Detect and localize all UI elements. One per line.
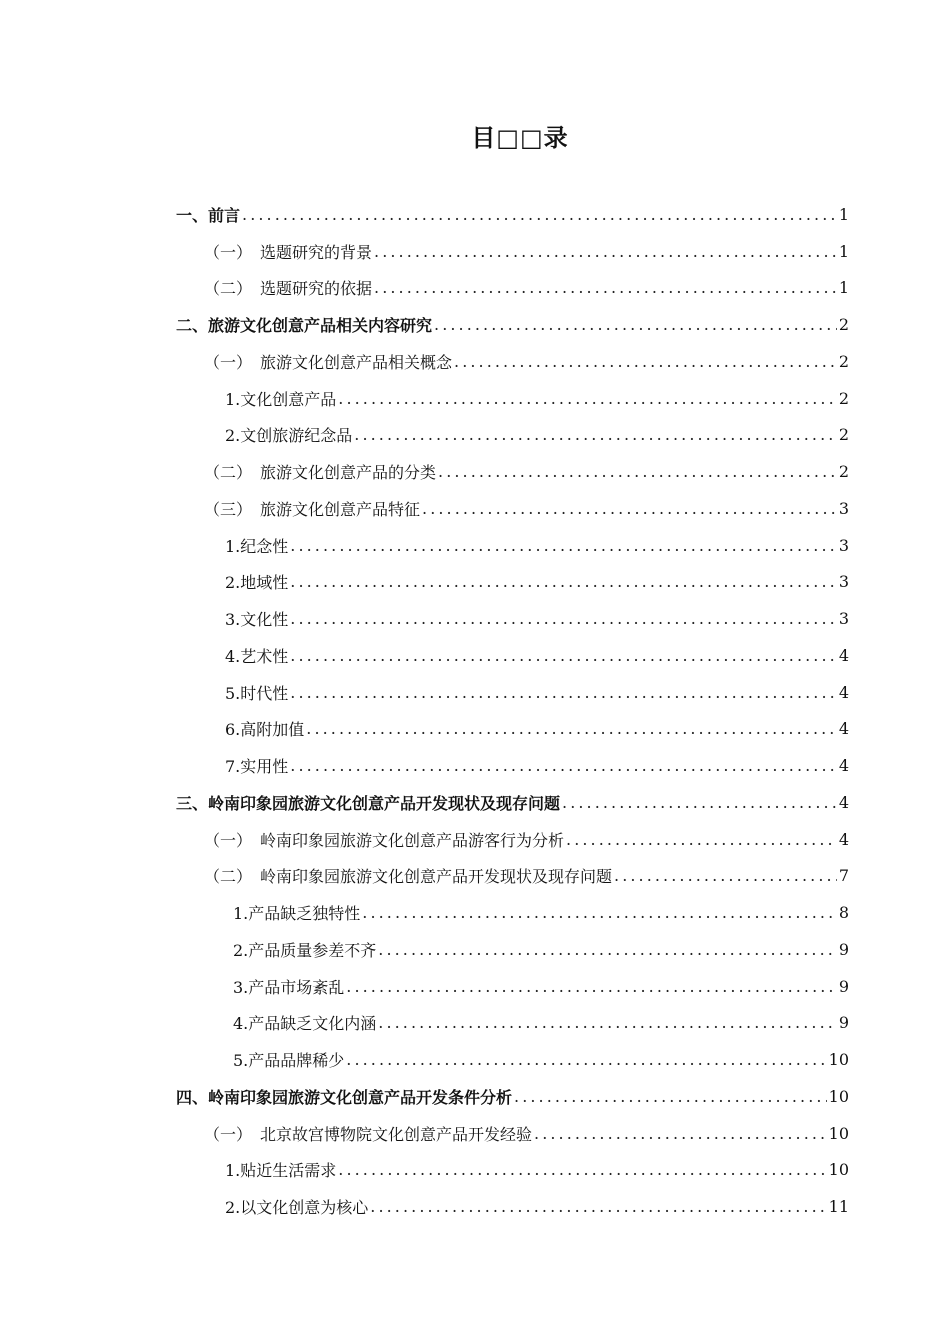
toc-entry-label: 2.产品质量参差不齐 (233, 940, 377, 960)
toc-page-number: 8 (838, 903, 849, 923)
toc-entry-number: （二） (204, 279, 253, 299)
toc-entry-text (225, 754, 288, 777)
dot-leader (614, 866, 837, 885)
toc-entry-label: 7.实用性 (225, 757, 289, 777)
toc-entry[interactable] (0, 1078, 950, 1115)
toc-page-number: 4 (838, 682, 849, 702)
toc-page-number: 1 (838, 241, 849, 261)
toc-entry-text (225, 534, 288, 557)
table-of-contents (0, 196, 950, 1225)
toc-entry-label: 一、前言 (176, 205, 241, 225)
toc-page-number: 9 (838, 939, 849, 959)
toc-entry-label: 2.文创旅游纪念品 (225, 426, 353, 446)
dot-leader (290, 683, 837, 702)
dot-leader (290, 536, 837, 555)
toc-entry-text (225, 570, 288, 593)
toc-page-number: 3 (838, 535, 849, 555)
toc-entry-label: 旅游文化创意产品的分类 (260, 463, 437, 483)
toc-entry-label: 三、岭南印象园旅游文化创意产品开发现状及现存问题 (176, 793, 561, 813)
toc-entry-text (225, 423, 352, 446)
toc-entry-text (204, 460, 436, 483)
toc-entry[interactable] (0, 306, 950, 343)
dot-leader (434, 315, 837, 334)
dot-leader (354, 425, 837, 444)
toc-page-number: 1 (838, 278, 849, 298)
toc-entry-label: 旅游文化创意产品相关概念 (260, 352, 453, 372)
toc-entry-text (225, 681, 288, 704)
toc-entry-label: 1.产品缺乏独特性 (233, 904, 361, 924)
toc-entry[interactable] (0, 527, 950, 564)
toc-entry-label: 3.产品市场紊乱 (233, 977, 345, 997)
dot-leader (338, 1160, 826, 1179)
toc-entry-text (233, 938, 376, 961)
dot-leader (290, 646, 837, 665)
toc-entry-text (225, 387, 336, 410)
toc-page-number: 10 (828, 1086, 849, 1106)
toc-entry-label: 3.文化性 (225, 610, 289, 630)
toc-entry-label: 5.时代性 (225, 683, 289, 703)
toc-entry[interactable] (0, 858, 950, 895)
toc-entry-number: （一） (204, 352, 253, 372)
toc-entry-text (225, 644, 288, 667)
toc-entry-text (233, 1048, 344, 1071)
toc-entry[interactable] (0, 637, 950, 674)
toc-entry-text (204, 828, 564, 851)
dot-leader (562, 793, 837, 812)
toc-entry[interactable] (0, 233, 950, 270)
toc-entry[interactable] (0, 931, 950, 968)
toc-entry-text (204, 240, 372, 263)
dot-leader (290, 609, 837, 628)
toc-page-number: 4 (838, 645, 849, 665)
toc-entry[interactable] (0, 1115, 950, 1152)
dot-leader (378, 940, 837, 959)
toc-page-number: 2 (838, 425, 849, 445)
toc-page-number: 4 (838, 792, 849, 812)
toc-entry-label: 北京故宫博物院文化创意产品开发经验 (260, 1124, 533, 1144)
toc-entry[interactable] (0, 600, 950, 637)
toc-entry-number: （二） (204, 867, 253, 887)
toc-entry-text (176, 791, 560, 814)
toc-page-number: 3 (838, 498, 849, 518)
toc-entry-label: 1.纪念性 (225, 536, 289, 556)
dot-leader (346, 977, 837, 996)
toc-entry-label: 选题研究的依据 (260, 279, 373, 299)
dot-leader (422, 499, 837, 518)
toc-entry-text (204, 864, 612, 887)
toc-entry[interactable] (0, 1152, 950, 1189)
toc-entry-label: 二、旅游文化创意产品相关内容研究 (176, 316, 433, 336)
toc-page-number: 2 (838, 388, 849, 408)
dot-leader (374, 242, 837, 261)
toc-entry-text (204, 1122, 532, 1145)
toc-page-number: 2 (838, 462, 849, 482)
toc-entry[interactable] (0, 343, 950, 380)
toc-page-number: 7 (838, 866, 849, 886)
toc-entry-label: 4.产品缺乏文化内涵 (233, 1014, 377, 1034)
toc-entry-label: 岭南印象园旅游文化创意产品游客行为分析 (260, 830, 565, 850)
toc-entry-number: （一） (204, 242, 253, 262)
toc-page-number: 10 (828, 1123, 849, 1143)
toc-entry-label: 旅游文化创意产品特征 (260, 499, 421, 519)
toc-entry-label: 1.贴近生活需求 (225, 1161, 337, 1181)
toc-entry-text (233, 901, 360, 924)
toc-page-number: 10 (828, 1050, 849, 1070)
toc-page-number: 11 (828, 1197, 849, 1217)
dot-leader (290, 756, 837, 775)
dot-leader (362, 903, 837, 922)
toc-entry[interactable] (0, 453, 950, 490)
toc-entry-number: （二） (204, 463, 253, 483)
toc-entry[interactable] (0, 417, 950, 454)
toc-page-number: 9 (838, 976, 849, 996)
toc-entry-label: 1.文化创意产品 (225, 389, 337, 409)
dot-leader (534, 1124, 827, 1143)
toc-page-number: 9 (838, 1013, 849, 1033)
dot-leader (306, 719, 837, 738)
toc-entry-label: 5.产品品牌稀少 (233, 1051, 345, 1071)
toc-entry[interactable] (0, 674, 950, 711)
toc-entry-label: 4.艺术性 (225, 646, 289, 666)
toc-page-number: 4 (838, 756, 849, 776)
toc-entry-text (225, 1158, 336, 1181)
dot-leader (378, 1013, 837, 1032)
toc-entry[interactable] (0, 968, 950, 1005)
toc-entry[interactable] (0, 380, 950, 417)
dot-leader (374, 278, 837, 297)
toc-entry[interactable] (0, 1041, 950, 1078)
toc-page-number: 4 (838, 829, 849, 849)
toc-entry[interactable] (0, 894, 950, 931)
toc-entry-label: 2.以文化创意为核心 (225, 1198, 369, 1218)
toc-page-number: 3 (838, 572, 849, 592)
toc-entry-label: 6.高附加值 (225, 720, 305, 740)
toc-entry-text (225, 607, 288, 630)
toc-title: 目□□录 (471, 124, 569, 152)
toc-entry[interactable] (0, 821, 950, 858)
toc-entry-text (176, 1085, 512, 1108)
toc-entry-text (225, 1195, 368, 1218)
toc-entry-label: 四、岭南印象园旅游文化创意产品开发条件分析 (176, 1087, 513, 1107)
toc-entry-text (204, 497, 420, 520)
toc-page-number: 2 (838, 315, 849, 335)
toc-entry[interactable] (0, 711, 950, 748)
dot-leader (370, 1197, 826, 1216)
toc-entry-number: （一） (204, 1124, 253, 1144)
dot-leader (290, 572, 837, 591)
toc-entry[interactable] (0, 270, 950, 307)
dot-leader (514, 1087, 827, 1106)
toc-entry-text (204, 276, 372, 299)
toc-entry-number: （三） (204, 499, 253, 519)
toc-entry[interactable] (0, 490, 950, 527)
toc-page-number: 3 (838, 609, 849, 629)
toc-entry-label: 岭南印象园旅游文化创意产品开发现状及现存问题 (260, 867, 613, 887)
toc-entry-text (233, 975, 344, 998)
dot-leader (454, 352, 837, 371)
toc-entry[interactable] (0, 784, 950, 821)
toc-entry-label: 2.地域性 (225, 573, 289, 593)
toc-page-number: 1 (838, 204, 849, 224)
toc-entry-label: 选题研究的背景 (260, 242, 373, 262)
toc-entry-text (225, 717, 304, 740)
toc-entry-text (204, 350, 452, 373)
toc-entry[interactable] (0, 564, 950, 601)
toc-page-number: 2 (838, 351, 849, 371)
toc-entry[interactable] (0, 196, 950, 233)
toc-page-number: 10 (828, 1160, 849, 1180)
dot-leader (242, 205, 837, 224)
toc-page-number: 4 (838, 719, 849, 739)
dot-leader (438, 462, 837, 481)
dot-leader (338, 389, 837, 408)
dot-leader (346, 1050, 826, 1069)
toc-entry-text (176, 203, 240, 226)
toc-entry-text (176, 313, 432, 336)
toc-entry-number: （一） (204, 830, 253, 850)
toc-entry[interactable] (0, 1005, 950, 1042)
toc-entry-text (233, 1011, 376, 1034)
dot-leader (566, 830, 837, 849)
toc-entry[interactable] (0, 747, 950, 784)
toc-entry[interactable] (0, 1188, 950, 1225)
